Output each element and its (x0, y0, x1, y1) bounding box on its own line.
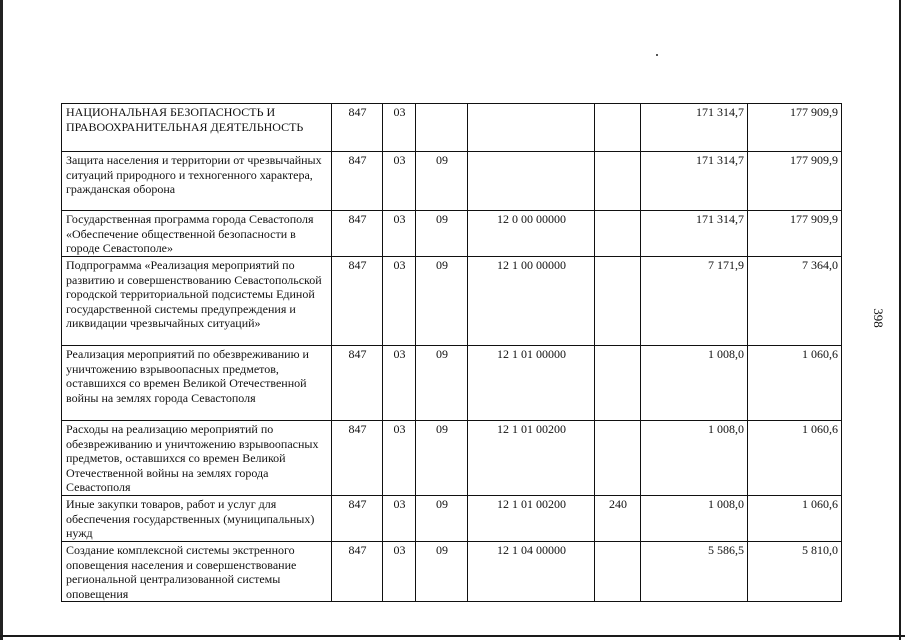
ministry-code: 847 (332, 257, 383, 346)
table-row (62, 211, 842, 257)
ministry-code: 847 (332, 421, 383, 496)
ministry-code: 847 (332, 542, 383, 602)
section-code: 03 (383, 104, 416, 152)
table-row (62, 152, 842, 211)
section-code: 03 (383, 346, 416, 421)
amount-year-1: 1 008,0 (641, 346, 748, 421)
target-article: 12 0 00 00000 (468, 211, 595, 257)
subsection-code: 09 (416, 542, 468, 602)
target-article: 12 1 01 00200 (468, 496, 595, 542)
amount-year-2: 1 060,6 (748, 496, 842, 542)
subsection-code: 09 (416, 152, 468, 211)
page-number: 398 (871, 308, 886, 328)
scan-edge-right (899, 0, 901, 640)
ministry-code: 847 (332, 346, 383, 421)
table-row (62, 496, 842, 542)
amount-year-2: 1 060,6 (748, 421, 842, 496)
row-name: Защита населения и территории от чрезвычайных ситуаций природного и техногенного характера, гражданская оборона (62, 152, 332, 211)
subsection-code (416, 104, 468, 152)
subsection-code: 09 (416, 496, 468, 542)
amount-year-2: 177 909,9 (748, 152, 842, 211)
row-name: Расходы на реализацию мероприятий по обезвреживанию и уничтожению взрывоопасных предметов, оставшихся со времен Великой Отечественной войны на землях города Севастополя (62, 421, 332, 496)
expense-type (595, 257, 641, 346)
table-row (62, 346, 842, 421)
ministry-code: 847 (332, 152, 383, 211)
target-article (468, 152, 595, 211)
subsection-code: 09 (416, 257, 468, 346)
amount-year-2: 177 909,9 (748, 211, 842, 257)
section-code: 03 (383, 542, 416, 602)
row-name: Государственная программа города Севастополя «Обеспечение общественной безопасности в городе Севастополе» (62, 211, 332, 257)
expense-type: 240 (595, 496, 641, 542)
ministry-code: 847 (332, 211, 383, 257)
expense-type (595, 152, 641, 211)
table-row (62, 421, 842, 496)
expense-type (595, 346, 641, 421)
amount-year-1: 171 314,7 (641, 152, 748, 211)
scan-edge-bottom (0, 635, 905, 637)
section-code: 03 (383, 257, 416, 346)
amount-year-1: 171 314,7 (641, 211, 748, 257)
subsection-code: 09 (416, 211, 468, 257)
amount-year-1: 7 171,9 (641, 257, 748, 346)
table-row (62, 542, 842, 602)
target-article (468, 104, 595, 152)
subsection-code: 09 (416, 346, 468, 421)
amount-year-1: 1 008,0 (641, 421, 748, 496)
row-name: Иные закупки товаров, работ и услуг для обеспечения государственных (муниципальных) нужд (62, 496, 332, 542)
row-name: Подпрограмма «Реализация мероприятий по развитию и совершенствованию Севастопольской городской территориальной подсистемы Единой государственной системы предупреждения и ликвидации чрезвычайных ситуаций» (62, 257, 332, 346)
target-article: 12 1 00 00000 (468, 257, 595, 346)
target-article: 12 1 01 00000 (468, 346, 595, 421)
section-code: 03 (383, 211, 416, 257)
section-code: 03 (383, 496, 416, 542)
section-code: 03 (383, 421, 416, 496)
scan-edge-left (0, 0, 3, 640)
row-name: НАЦИОНАЛЬНАЯ БЕЗОПАСНОСТЬ И ПРАВООХРАНИТЕЛЬНАЯ ДЕЯТЕЛЬНОСТЬ (62, 104, 332, 152)
amount-year-1: 5 586,5 (641, 542, 748, 602)
amount-year-1: 171 314,7 (641, 104, 748, 152)
row-name: Создание комплексной системы экстренного оповещения населения и совершенствование региональной централизованной системы оповещения (62, 542, 332, 602)
expense-type (595, 104, 641, 152)
amount-year-1: 1 008,0 (641, 496, 748, 542)
expense-type (595, 421, 641, 496)
expense-type (595, 211, 641, 257)
expense-type (595, 542, 641, 602)
budget-table (61, 103, 842, 602)
section-code: 03 (383, 152, 416, 211)
ministry-code: 847 (332, 496, 383, 542)
ministry-code: 847 (332, 104, 383, 152)
target-article: 12 1 01 00200 (468, 421, 595, 496)
target-article: 12 1 04 00000 (468, 542, 595, 602)
subsection-code: 09 (416, 421, 468, 496)
row-name: Реализация мероприятий по обезвреживанию и уничтожению взрывоопасных предметов, оставшихся со времен Великой Отечественной войны на землях города Севастополя (62, 346, 332, 421)
scan-speck (656, 54, 658, 56)
table-row (62, 257, 842, 346)
amount-year-2: 5 810,0 (748, 542, 842, 602)
table-row (62, 104, 842, 152)
amount-year-2: 1 060,6 (748, 346, 842, 421)
amount-year-2: 7 364,0 (748, 257, 842, 346)
amount-year-2: 177 909,9 (748, 104, 842, 152)
